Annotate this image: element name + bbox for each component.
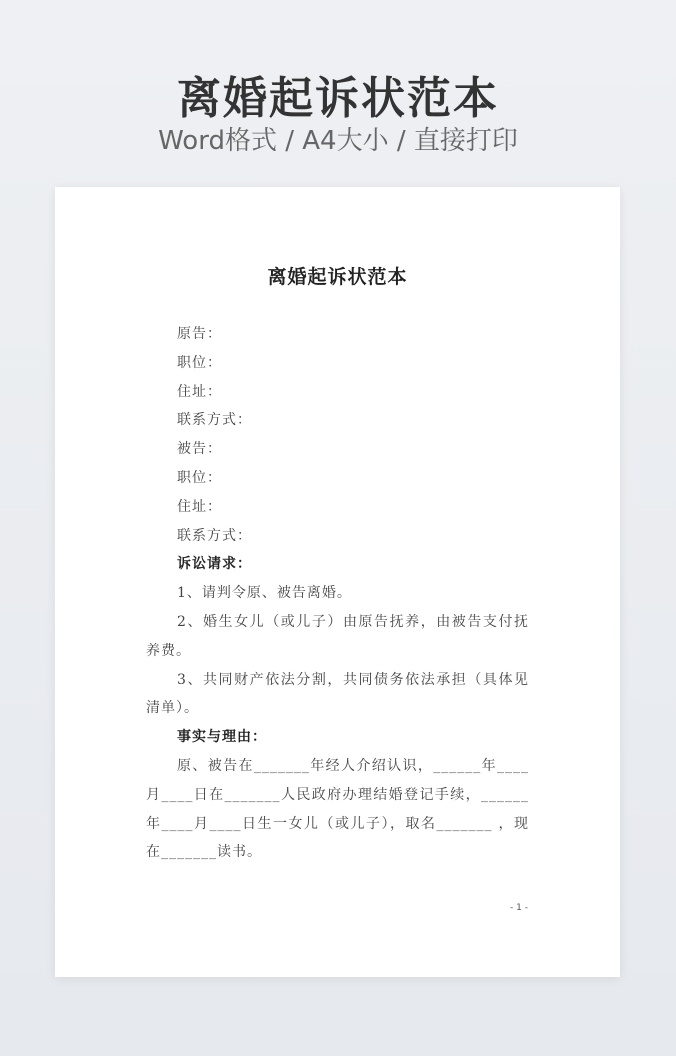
defendant-field: 被告：	[177, 441, 222, 458]
claim-item: 1、请判令原、被告离婚。	[177, 585, 352, 602]
claim-item: 2、婚生女儿（或儿子）由原告抚养，由被告支付抚养费。	[146, 613, 529, 659]
banner-subtitle: Word格式 / A4大小 / 直接打印	[158, 126, 518, 156]
document-body	[146, 320, 529, 867]
facts-paragraph: 原、被告在_______年经人介绍认识，______年____月____日在_______人民政府办理结婚登记手续，______年____月____日生一女儿（或儿子），取名_______ ，现在_______读书。	[146, 757, 529, 861]
claim-item: 3、共同财产依法分割，共同债务依法承担（具体见清单）。	[146, 671, 529, 717]
plaintiff-contact-field: 联系方式：	[177, 412, 252, 429]
claims-heading: 诉讼请求：	[177, 556, 252, 573]
document-page	[55, 187, 620, 977]
plaintiff-position-field: 职位：	[177, 354, 222, 371]
plaintiff-field: 原告：	[177, 326, 222, 342]
banner-title: 离婚起诉状范本	[177, 73, 499, 124]
document-title: 离婚起诉状范本	[267, 266, 408, 288]
page-number: - 1 -	[510, 903, 528, 913]
facts-heading: 事实与理由：	[177, 729, 267, 746]
defendant-position-field: 职位：	[177, 469, 222, 486]
plaintiff-address-field: 住址：	[177, 383, 222, 400]
defendant-contact-field: 联系方式：	[177, 527, 252, 544]
defendant-address-field: 住址：	[177, 498, 222, 515]
